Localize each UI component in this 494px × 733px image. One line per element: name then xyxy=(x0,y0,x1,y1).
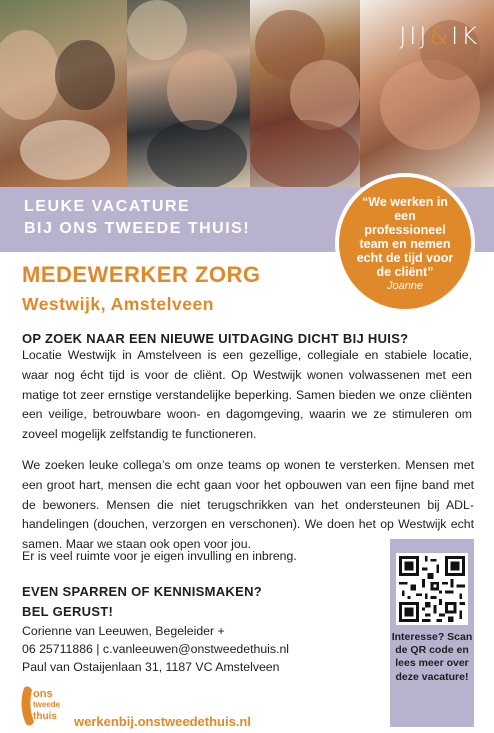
banner-line-1: LEUKE VACATURE xyxy=(24,198,191,215)
contact-heading-1: EVEN SPARREN OF KENNISMAKEN? xyxy=(22,584,263,599)
team-paragraph-last-line: Er is veel ruimte voor je eigen invulling en inbreng. xyxy=(22,549,297,563)
qr-code[interactable] xyxy=(396,553,468,625)
contact-phone-email[interactable]: 06 25711886 | c.vanleeuwen@onstweedethuis.nl xyxy=(22,642,290,656)
jij-en-ik-logo: JIJ&IK xyxy=(399,22,480,50)
photo-caregivers-talking xyxy=(250,0,360,187)
ons-tweede-thuis-logo xyxy=(18,684,68,728)
contact-name: Corienne van Leeuwen, Begeleider + xyxy=(22,624,225,638)
section-heading-uitdaging: OP ZOEK NAAR EEN NIEUWE UITDAGING DICHT BIJ HUIS? xyxy=(22,331,409,346)
banner-line-2: BIJ ONS TWEEDE THUIS! xyxy=(24,220,251,237)
contact-heading-2: BEL GERUST! xyxy=(22,604,114,619)
quote-author: Joanne xyxy=(386,279,424,292)
contact-address: Paul van Ostaijenlaan 31, 1187 VC Amstelveen xyxy=(22,660,280,674)
team-paragraph: We zoeken leuke collega’s om onze teams op wonen te versterken. Mensen met een groot hart, mensen die echt gaan voor het opbouwen van een fijne band met de bewoners. Mensen die niet terugschrikken van het ondersteunen bij ADL-handelingen (douchen, verzorgen en verschonen). We doen het op Westwijk echt samen. Maar we staan ook open voor jou. xyxy=(22,458,474,552)
footer-url-link[interactable]: werkenbij.onstweedethuis.nl xyxy=(74,714,251,729)
photo-laughing-client xyxy=(360,0,494,187)
logo-lettering: ons tweede thuis xyxy=(33,688,61,722)
photo-caregiver-with-client xyxy=(0,0,127,187)
quote-text: “We werken in een professioneel team en nemen echt de tijd voor de cliënt” xyxy=(356,194,454,279)
photo-client-smiling xyxy=(127,0,250,187)
job-title: MEDEWERKER ZORG xyxy=(22,262,261,287)
qr-panel xyxy=(390,539,474,727)
intro-paragraph: Locatie Westwijk in Amstelveen is een gezellige, collegiale en stabiele locatie, waar nog écht tijd is voor de cliënt. Op Westwijk wonen volwassenen met een matige tot zeer ernstige verstandelijke beperking. Samen bieden we onze cliënten een veilige, betrouwbare woon- en dagomgeving, waarin we ze stimuleren om zoveel mogelijk zelfstandig te functioneren. xyxy=(22,348,472,442)
header-photo-collage xyxy=(0,0,494,187)
qr-instructions: Interesse? Scan de QR code en lees meer over deze vacature! xyxy=(391,631,473,683)
job-location: Westwijk, Amstelveen xyxy=(22,294,214,314)
quote-badge xyxy=(335,173,475,313)
